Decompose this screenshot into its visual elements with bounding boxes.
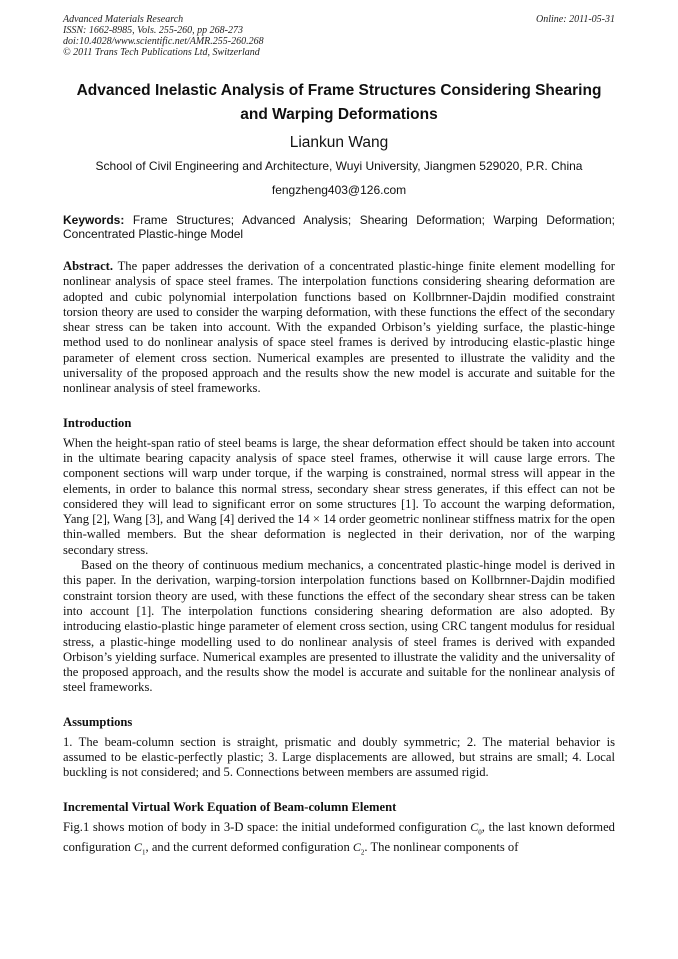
assumptions-heading: Assumptions <box>63 714 133 729</box>
keywords-label: Keywords: <box>63 213 125 227</box>
incremental-section <box>63 800 615 861</box>
journal-meta <box>63 14 264 58</box>
doi: doi:10.4028/www.scientific.net/AMR.255-260.268 <box>63 36 264 47</box>
incremental-text-1: Fig.1 shows motion of body in 3-D space: the initial undeformed configuration <box>63 819 467 834</box>
keywords-text: Frame Structures; Advanced Analysis; Shearing Deformation; Warping Deformation; Concentrated Plastic-hinge Model <box>63 213 615 241</box>
abstract-text: The paper addresses the derivation of a concentrated plastic-hinge finite element modelling for nonlinear analysis of space steel frames. The interpolation functions considering shearing deformation are adopted and cubic polynomial interpolation functions based on Kollbrnner-Dajdin modified constraint torsion theory are used to consider the warping deformation, with these functions the effect of the secondary shear stress can be taken into account. With the expanded Orbison’s yielding surface, the plastic-hinge method used to do nonlinear analysis of space steel frames is derived by introducing elastic-plastic hinge parameter of element cross section. Numerical examples are presented to illustrate the validity and the universality of the proposed approach and the results show the new model is accurate and suitable for the nonlinear analysis of steel frameworks. <box>63 259 616 396</box>
assumptions-text: 1. The beam-column section is straight, prismatic and doubly symmetric; 2. The material behavior is assumed to be elastic-perfectly plastic; 3. Large displacements are allowed, but strains are small; 4. Local buckling is not considered; and 5. Connections between members are assumed rigid. <box>63 734 615 780</box>
paper-page <box>63 14 615 861</box>
incremental-heading: Incremental Virtual Work Equation of Beam-column Element <box>63 799 397 814</box>
issn: ISSN: 1662-8985, Vols. 255-260, pp 268-273 <box>63 25 243 36</box>
keywords <box>63 213 615 241</box>
abstract-label: Abstract. <box>63 259 114 273</box>
abstract <box>63 259 615 397</box>
online-date: Online: 2011-05-31 <box>536 14 615 25</box>
introduction-heading: Introduction <box>63 415 132 430</box>
incremental-paragraph <box>63 820 615 861</box>
config-c2: $C_2$ <box>352 840 365 857</box>
incremental-text-3: , and the current deformed configuration <box>145 840 350 855</box>
config-c1: $C_1$ <box>134 840 146 857</box>
journal-header <box>63 14 615 58</box>
author: Liankun Wang <box>289 134 389 151</box>
paper-title: Advanced Inelastic Analysis of Frame Structures Considering Shearing and Warping Deformations <box>76 82 602 123</box>
affiliation: School of Civil Engineering and Architecture, Wuyi University, Jiangmen 529020, P.R. China <box>95 159 583 173</box>
introduction-paragraph-2: Based on the theory of continuous medium mechanics, a concentrated plastic-hinge model is derived in this paper. In the derivation, warping-torsion interpolation functions based on Kollbrnner-Dajdin modified constraint torsion theory are used, with these functions the effect of the secondary shear stress can be taken into account [1]. The interpolation functions considering shearing deformation are also adopted. By introducing elastio-plastic hinge parameter of element cross section, using CRC tangent modulus for residual stress, a plastic-hinge modelling used to do nonlinear analysis of steel frames is derived with expanded Orbison’s yielding surface. Numerical examples are presented to illustrate the validity and the universality of the proposed approach, and the results show the model is accurate and suitable for the nonlinear analysis of steel frameworks. <box>63 558 615 695</box>
journal-name: Advanced Materials Research <box>63 14 184 25</box>
assumptions-section <box>63 715 615 781</box>
introduction-paragraph-1: When the height-span ratio of steel beams is large, the shear deformation effect should be taken into account in the ultimate bearing capacity analysis of space steel frames, otherwise it will cause large errors. The component sections will warp under torque, if the warping is constrained, normal stress will appear in the elements, in order to balance this normal stress, secondary shear stress generates, if this effect can not be considered they will lead to significant error on some structures [1]. To account the warping deformation, Yang [2], Wang [3], and Wang [4] derived the 14 × 14 order geometric nonlinear stiffness matrix for the open thin-walled members. But the shear deformation is neglected in their derivation, nor of the warping secondary stress. <box>63 435 615 557</box>
copyright: © 2011 Trans Tech Publications Ltd, Switzerland <box>63 47 260 58</box>
incremental-text-2: , the last known deformed configuration <box>63 819 615 855</box>
config-c0: $C_0$ <box>470 819 482 836</box>
email: fengzheng403@126.com <box>271 183 407 197</box>
introduction-section <box>63 416 615 696</box>
incremental-text-4: . The nonlinear components of <box>364 840 519 855</box>
